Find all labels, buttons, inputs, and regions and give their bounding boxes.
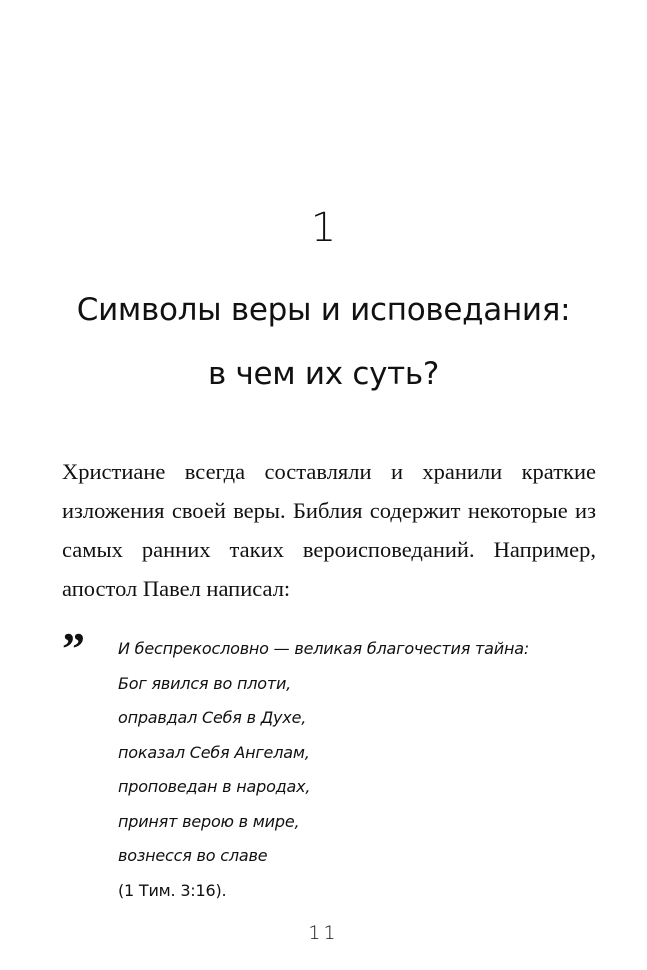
quote-line: показал Себя Ангелам, (118, 742, 310, 762)
quote-line: оправдал Себя в Духе, (118, 708, 307, 727)
quote-line: И беспрекословно — великая благочестия тайна: (118, 639, 530, 658)
quote-line: вознесся во славе (118, 846, 268, 865)
quote-mark-icon: ” (62, 623, 85, 674)
chapter-title-line-1: Символы веры и исповедания: (76, 292, 571, 328)
quote-line: Бог явился во плоти, (118, 673, 292, 693)
chapter-title-line-2: в чем их суть? (207, 356, 440, 392)
chapter-number: 1 (310, 205, 337, 251)
quote-line: принят верою в мире, (118, 811, 300, 831)
chapter-title (0, 278, 647, 406)
scripture-quote (118, 632, 608, 908)
body-paragraph: Христиане всегда составляли и хранили краткие изложения своей веры. Библия содержит некоторые из самых ранних таких вероисповеданий. Например, апостол Павел написал: (62, 459, 596, 601)
quote-line: проповедан в народах, (118, 777, 311, 796)
quote-citation: (1 Тим. 3:16). (118, 880, 227, 900)
page-number: 11 (308, 922, 339, 944)
